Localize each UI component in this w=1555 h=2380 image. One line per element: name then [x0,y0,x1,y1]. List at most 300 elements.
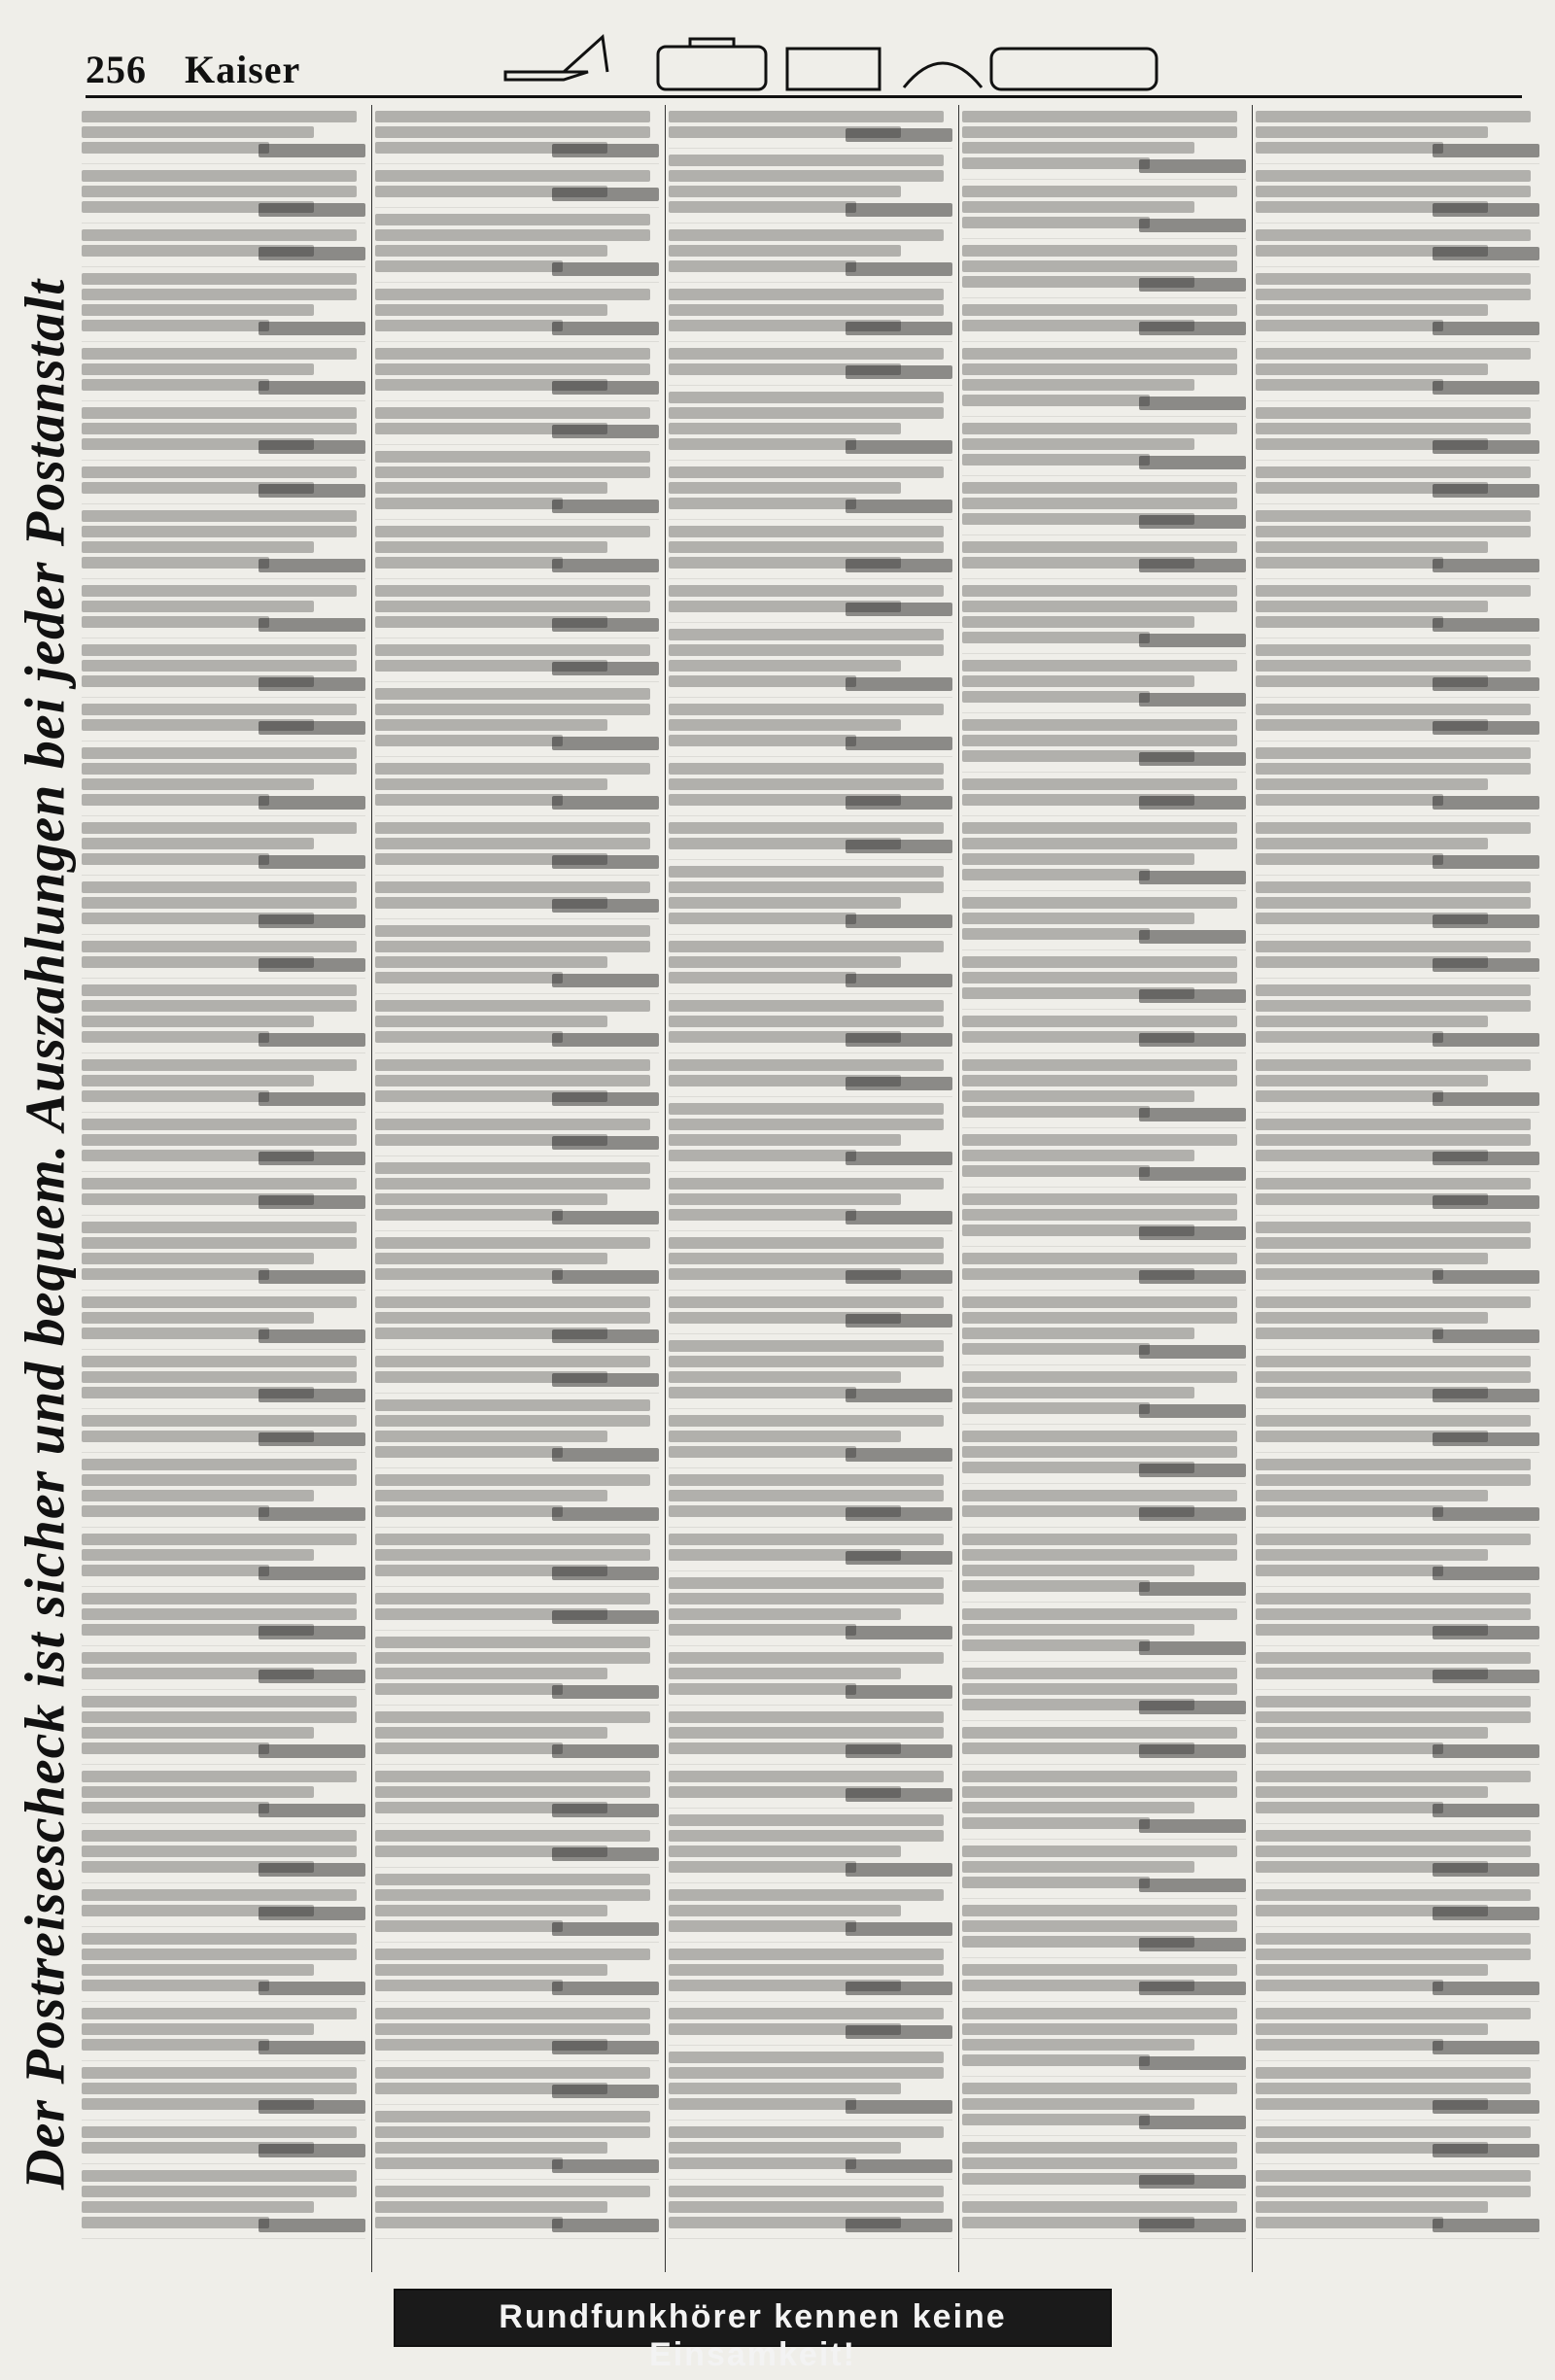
phone-number [259,2144,365,2157]
phone-number [552,1507,659,1521]
entry-text-line [82,2039,269,2051]
phone-number [1139,693,1246,707]
directory-entry [1256,342,1539,401]
directory-entry [1256,1350,1539,1409]
phone-number [552,188,659,201]
phone-number [259,1389,365,1402]
entry-text-line [962,675,1194,687]
directory-entry [669,623,952,698]
directory-entry [962,1484,1246,1528]
entry-text-line [962,719,1237,731]
entry-text-line [962,1920,1237,1932]
directory-entry [1256,742,1539,816]
entry-text-line [1256,616,1443,628]
entry-text-line [1256,1459,1531,1470]
phone-number [552,1033,659,1047]
entry-text-line [1256,601,1488,612]
entry-text-line [669,1608,901,1620]
directory-entry [375,579,659,638]
entry-text-line [82,1830,357,1842]
entry-text-line [82,2067,357,2079]
directory-entry [962,2136,1246,2195]
entry-text-line [962,956,1237,968]
entry-text-line [1256,2217,1443,2228]
column-2 [375,105,659,2272]
entry-text-line [962,585,1237,597]
entry-text-line [375,719,607,731]
entry-text-line [962,1771,1237,1782]
phone-number [552,1329,659,1343]
entry-text-line [962,928,1150,940]
entry-text-line [669,2142,901,2154]
directory-entry [962,1128,1246,1188]
entry-text-line [375,1119,650,1130]
directory-entry [375,757,659,816]
entry-text-line [375,2217,563,2228]
entry-text-line [82,763,357,775]
entry-text-line [82,1505,269,1517]
directory-entry [962,1188,1246,1247]
phone-number [259,1670,365,1683]
directory-entry [82,1409,365,1453]
entry-text-line [669,644,944,656]
entry-text-line [669,675,856,687]
entry-text-line [1256,2126,1531,2138]
phone-number [1433,618,1539,632]
phone-number [552,1610,659,1624]
directory-entry [82,224,365,267]
directory-entry [375,876,659,919]
entry-text-line [82,1268,269,1280]
entry-text-line [1256,1727,1488,1739]
entry-text-line [375,2201,607,2213]
entry-text-line [962,2114,1150,2125]
phone-number [1139,159,1246,173]
phone-number [1433,1092,1539,1106]
entry-text-line [82,2217,269,2228]
entry-text-line [962,1490,1237,1501]
phone-number [1433,322,1539,335]
entry-text-line [1256,541,1488,553]
phone-number [846,1389,952,1402]
entry-text-line [375,1312,650,1324]
directory-entry [1256,2121,1539,2164]
directory-entry [1256,1409,1539,1453]
phone-number [1433,2041,1539,2054]
directory-entry [1256,876,1539,935]
phone-number [846,440,952,454]
entry-text-line [962,438,1194,450]
footer-banner [394,2289,1112,2373]
entry-text-line [962,2023,1237,2035]
sail-icon [564,37,607,72]
phone-number [1139,1507,1246,1521]
directory-entry [669,935,952,994]
entry-text-line [375,838,650,849]
phone-number [259,1432,365,1446]
directory-entry [1256,1291,1539,1350]
entry-text-line [1256,1490,1488,1501]
entry-text-line [375,1964,607,1976]
column-rule [665,105,666,2272]
entry-text-line [375,1296,650,1308]
phone-number [1139,1819,1246,1833]
phone-number [259,1567,365,1580]
entry-text-line [1256,1505,1443,1517]
entry-text-line [669,423,901,434]
entry-text-line [82,1328,269,1339]
entry-text-line [375,956,607,968]
directory-entry [669,1943,952,2002]
entry-text-line [82,585,357,597]
entry-text-line [1256,763,1531,775]
entry-text-line [962,1387,1194,1398]
entry-text-line [82,423,357,434]
entry-text-line [82,2083,357,2094]
column-rule [371,105,372,2272]
entry-text-line [962,1343,1150,1355]
entry-text-line [962,245,1237,257]
entry-text-line [962,1861,1194,1873]
entry-text-line [1256,348,1531,360]
phone-number [1139,2219,1246,2232]
entry-text-line [1256,1253,1488,1264]
phone-number [1433,1670,1539,1683]
entry-text-line [962,601,1237,612]
entry-text-line [82,1593,357,1604]
phone-number [552,425,659,438]
phone-number [1433,2219,1539,2232]
phone-number [1433,1863,1539,1877]
directory-entry [1256,1587,1539,1646]
phone-number [1139,1108,1246,1121]
box-icon [787,49,880,89]
phone-number [846,1982,952,1995]
entry-text-line [669,526,944,537]
entry-text-line [1256,363,1488,375]
directory-entry [1256,1765,1539,1824]
directory-entry [375,816,659,876]
entry-text-line [375,304,607,316]
entry-text-line [669,2067,944,2079]
entry-text-line [669,629,944,640]
entry-text-line [669,1134,901,1146]
entry-text-line [82,794,269,806]
directory-entry [375,2105,659,2180]
entry-text-line [1256,1268,1443,1280]
directory-entry [962,180,1246,239]
entry-text-line [962,1328,1194,1339]
entry-text-line [669,2083,901,2094]
directory-entry [1256,2164,1539,2239]
directory-entry [375,1706,659,1765]
entry-text-line [962,2039,1194,2051]
header-rule [86,95,1522,98]
directory-entry [375,2002,659,2061]
entry-text-line [669,1193,901,1205]
directory-entry [82,1053,365,1113]
phone-number [1433,1567,1539,1580]
phone-number [1433,1507,1539,1521]
entry-text-line [375,778,607,790]
entry-text-line [375,1253,607,1264]
entry-text-line [669,719,901,731]
directory-entry [375,1868,659,1943]
entry-text-line [962,541,1237,553]
entry-text-line [669,1371,901,1383]
directory-entry [962,1958,1246,2002]
directory-entry [82,2002,365,2061]
entry-text-line [669,155,944,166]
directory-entry [82,461,365,504]
entry-text-line [375,1356,650,1367]
entry-text-line [1256,1534,1531,1545]
entry-text-line [962,1150,1194,1161]
entry-text-line [962,498,1237,509]
entry-text-line [669,660,901,672]
entry-text-line [962,1193,1237,1205]
entry-text-line [82,229,357,241]
phone-number [846,914,952,928]
directory-entry [375,1528,659,1587]
directory-entry [82,1690,365,1765]
phone-number [846,1788,952,1802]
entry-text-line [1256,1031,1443,1043]
phone-number [259,1033,365,1047]
phone-number [1139,1938,1246,1951]
entry-text-line [375,1193,607,1205]
page-number: 256 [86,48,147,91]
entry-text-line [82,557,269,569]
directory-entry [82,742,365,816]
directory-entry [962,1053,1246,1128]
directory-entry [669,2002,952,2046]
entry-text-line [669,482,901,494]
phone-number [1433,2144,1539,2157]
directory-entry [669,1646,952,1706]
entry-text-line [1256,466,1531,478]
directory-entry [375,1468,659,1528]
entry-text-line [669,392,944,403]
entry-text-line [1256,526,1531,537]
entry-text-line [962,111,1237,122]
phone-number [1433,677,1539,691]
directory-entry [669,1528,952,1571]
entry-text-line [669,2008,944,2019]
directory-entry [1256,267,1539,342]
entry-text-line [1256,1328,1443,1339]
entry-text-line [669,2201,944,2213]
entry-text-line [962,1608,1237,1620]
phone-number [259,203,365,217]
entry-text-line [82,1549,314,1561]
entry-text-line [962,1845,1237,1857]
entry-text-line [375,1505,563,1517]
entry-text-line [962,1905,1237,1916]
entry-text-line [962,2157,1237,2169]
entry-text-line [669,260,856,272]
phone-number [846,1685,952,1699]
directory-entry [375,1053,659,1113]
phone-number [846,603,952,616]
directory-entry [1256,1646,1539,1690]
directory-entry [82,1646,365,1690]
directory-entry [375,445,659,520]
entry-text-line [962,1312,1237,1324]
entry-text-line [669,1000,944,1012]
directory-entry [1256,1528,1539,1587]
entry-text-line [962,423,1237,434]
phone-number [846,1314,952,1328]
phone-number [1433,1270,1539,1284]
entry-text-line [962,157,1150,169]
directory-entry [962,2077,1246,2136]
entry-text-line [375,526,650,537]
phone-number [846,1270,952,1284]
entry-text-line [669,201,856,213]
phone-number [1433,1033,1539,1047]
phone-number [259,484,365,498]
directory-entry [82,1587,365,1646]
entry-text-line [962,869,1150,880]
entry-text-line [962,1090,1194,1102]
entry-text-line [669,1296,944,1308]
entry-text-line [669,1905,901,1916]
directory-entry [82,2121,365,2164]
entry-text-line [375,1490,607,1501]
entry-text-line [1256,1549,1488,1561]
entry-text-line [375,1209,563,1221]
directory-entry [1256,579,1539,638]
phone-number [259,322,365,335]
directory-entry [375,1291,659,1350]
entry-text-line [1256,1786,1488,1798]
phone-number [1139,1701,1246,1714]
entry-text-line [1256,747,1531,759]
entry-text-line [1256,2083,1531,2094]
entry-text-line [82,1534,357,1545]
entry-text-line [962,1075,1237,1087]
directory-entry [669,1765,952,1809]
phone-number [552,796,659,810]
bag-icon [904,63,982,87]
entry-text-line [1256,897,1531,909]
entry-text-line [669,956,901,968]
entry-text-line [375,466,650,478]
phone-number [1139,871,1246,884]
entry-text-line [375,1920,563,1932]
phone-number [1139,1033,1246,1047]
directory-entry [82,504,365,579]
phone-number [846,1448,952,1462]
entry-text-line [375,1593,650,1604]
phone-number [259,2219,365,2232]
phone-number [1433,440,1539,454]
entry-text-line [375,1742,563,1754]
entry-text-line [962,186,1237,197]
phone-number [846,2219,952,2232]
entry-text-line [962,379,1194,391]
entry-text-line [669,1237,944,1249]
entry-text-line [82,1711,357,1723]
entry-text-line [1256,853,1443,865]
ship-icon [505,72,588,80]
phone-number [552,144,659,157]
entry-text-line [82,941,357,952]
column-3 [669,105,952,2272]
entry-text-line [1256,304,1488,316]
directory-entry [669,2046,952,2121]
phone-number [552,322,659,335]
directory-entry [1256,1824,1539,1883]
entry-text-line [375,245,607,257]
phone-number [259,559,365,572]
entry-text-line [669,407,944,419]
entry-text-line [669,1964,944,1976]
phone-number [552,1922,659,1936]
entry-text-line [375,1668,607,1679]
directory-entry [962,417,1246,476]
column-5 [1256,105,1539,2272]
phone-number [259,1507,365,1521]
entry-text-line [1256,585,1531,597]
phone-number [1139,796,1246,810]
entry-text-line [375,2023,650,2035]
entry-text-line [962,1683,1237,1695]
directory-entry [375,401,659,445]
directory-entry [375,1824,659,1868]
entry-text-line [669,1845,901,1857]
entry-text-line [1256,644,1531,656]
entry-text-line [375,498,563,509]
entry-text-line [669,111,944,122]
entry-text-line [375,941,650,952]
entry-text-line [962,126,1237,138]
directory-entry [375,2061,659,2105]
phone-number [552,618,659,632]
phone-number [1433,796,1539,810]
directory-entry [375,682,659,757]
directory-entry [1256,1216,1539,1291]
phone-number [259,1626,365,1639]
entry-text-line [1256,1134,1531,1146]
entry-text-line [375,1905,607,1916]
entry-text-line [669,1178,944,1190]
phone-number [259,1982,365,1995]
entry-text-line [1256,838,1488,849]
entry-text-line [962,304,1237,316]
entry-text-line [375,1474,650,1486]
directory-entry [669,2180,952,2239]
entry-text-line [375,925,650,937]
entry-text-line [82,1075,314,1087]
entry-text-line [82,660,357,672]
directory-entry [1256,1453,1539,1528]
entry-text-line [962,972,1237,983]
entry-text-line [962,1565,1194,1576]
entry-text-line [82,838,314,849]
entry-text-line [1256,423,1531,434]
entry-text-line [375,557,563,569]
phone-number [846,1033,952,1047]
phone-number [552,2219,659,2232]
entry-text-line [962,1402,1150,1414]
entry-text-line [82,1031,269,1043]
phone-number [259,1270,365,1284]
entry-text-line [1256,1016,1488,1027]
entry-text-line [1256,2201,1488,2213]
directory-entry [962,342,1246,417]
